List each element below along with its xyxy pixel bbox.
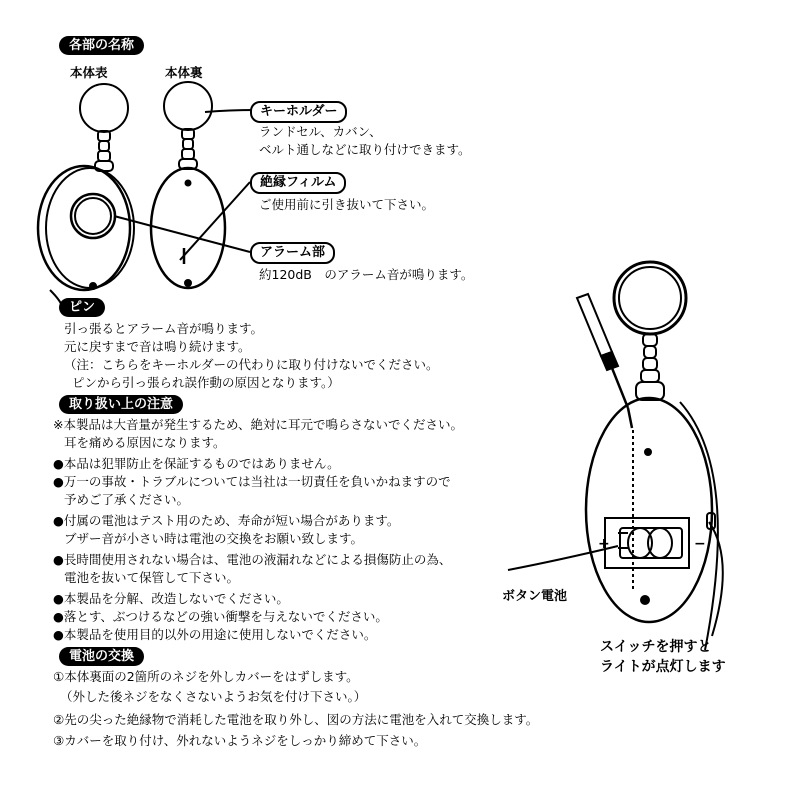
pin-line: 元に戻すまで音は鳴り続けます。 — [64, 339, 251, 354]
handling-line: ●本製品を使用目的以外の用途に使用しないでください。 — [53, 627, 377, 642]
film-label: 絶縁フィルム — [250, 172, 346, 194]
film-desc: ご使用前に引き抜いて下さい。 — [259, 197, 435, 212]
handling-line: ●本品は犯罪防止を保証するものではありません。 — [53, 456, 340, 471]
handling-line: ●長時間使用されない場合は、電池の液漏れなどによる損傷防止の為、 — [53, 552, 452, 567]
handling-section-title: 取り扱い上の注意 — [59, 395, 183, 414]
back-label: 本体裏 — [165, 65, 203, 80]
battery-line: （外した後ネジをなくさないようお気を付け下さい。） — [60, 689, 367, 704]
back-device-illustration — [151, 82, 225, 288]
plus-sign: + — [598, 536, 610, 552]
pin-line: 引っ張るとアラーム音が鳴ります。 — [64, 321, 264, 336]
front-device-illustration — [38, 84, 134, 290]
handling-line: ●本製品を分解、改造しないでください。 — [53, 591, 289, 606]
pin-section-title: ピン — [59, 298, 105, 317]
switch-label-1: スイッチを押すと — [600, 639, 712, 655]
parts-section-title: 各部の名称 — [59, 36, 144, 55]
handling-line: ●付属の電池はテスト用のため、寿命が短い場合があります。 — [53, 513, 400, 528]
switch-label-2: ライトが点灯します — [600, 659, 726, 675]
battery-line: ②先の尖った絶縁物で消耗した電池を取り外し、図の方法に電池を入れて交換します。 — [53, 712, 539, 727]
front-label: 本体表 — [70, 65, 108, 80]
minus-sign: − — [694, 536, 706, 552]
handling-line: ●万一の事故・トラブルについては当社は一切責任を負いかねますので — [53, 474, 451, 489]
handling-line: ●落とす、ぶつけるなどの強い衝撃を与えないでください。 — [53, 609, 388, 624]
alarm-label: アラーム部 — [250, 242, 335, 264]
battery-line: ③カバーを取り付け、外れないようネジをしっかり締めて下さい。 — [53, 733, 427, 748]
handling-line: 耳を痛める原因になります。 — [64, 435, 226, 450]
battery-section-title: 電池の交換 — [59, 647, 144, 666]
keyholder-label: キーホルダー — [250, 101, 347, 123]
keyholder-leader-line — [205, 110, 256, 112]
pin-line: （注：こちらをキーホルダーの代わりに取り付けないでください。 — [64, 357, 439, 372]
handling-line: 電池を抜いて保管して下さい。 — [64, 570, 240, 585]
button-battery-label: ボタン電池 — [502, 589, 568, 604]
handling-line: 予めご了承ください。 — [64, 492, 190, 507]
keyholder-desc-2: ベルト通しなどに取り付けできます。 — [259, 142, 471, 157]
handling-line: ※本製品は大音量が発生するため、絶対に耳元で鳴らさないでください。 — [53, 417, 463, 432]
battery-line: ①本体裏面の2箇所のネジを外しカバーをはずします。 — [53, 669, 359, 684]
pin-line: ピンから引っ張られ誤作動の原因となります。） — [72, 375, 340, 390]
alarm-desc: 約120dB のアラーム音が鳴ります。 — [259, 267, 474, 282]
keyholder-desc-1: ランドセル、カバン、 — [259, 124, 382, 139]
handling-line: ブザー音が小さい時は電池の交換をお願い致します。 — [64, 531, 364, 546]
